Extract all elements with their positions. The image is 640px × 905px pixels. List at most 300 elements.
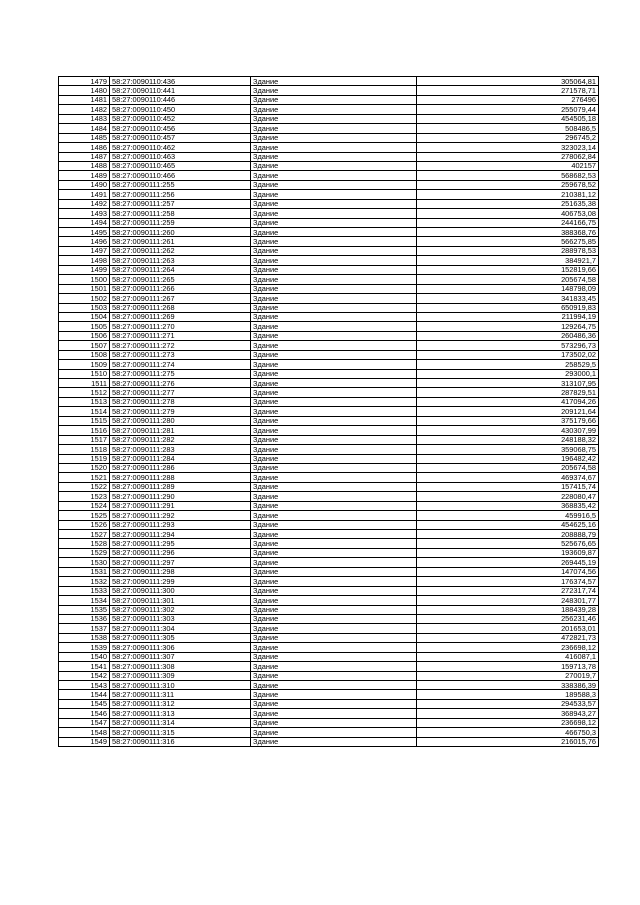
value-cell: 375179,66 [417,416,599,425]
table-row [59,624,599,633]
object-type-cell: Здание [251,463,417,472]
value-cell: 255079,44 [417,105,599,114]
table-row [59,152,599,161]
row-number-cell: 1499 [59,265,110,274]
row-number-cell: 1520 [59,463,110,472]
table-row [59,539,599,548]
table-row [59,558,599,567]
table-row [59,228,599,237]
cadastral-number-cell: 58:27:0090111:263 [110,256,251,265]
cadastral-number-cell: 58:27:0090111:303 [110,614,251,623]
table-row [59,95,599,104]
value-cell: 566275,85 [417,237,599,246]
row-number-cell: 1547 [59,718,110,727]
table-row [59,709,599,718]
value-cell: 454625,16 [417,520,599,529]
object-type-cell: Здание [251,624,417,633]
cadastral-number-cell: 58:27:0090111:315 [110,728,251,737]
row-number-cell: 1541 [59,662,110,671]
value-cell: 205674,58 [417,463,599,472]
table-row [59,520,599,529]
value-cell: 148798,09 [417,284,599,293]
object-type-cell: Здание [251,492,417,501]
value-cell: 305064,81 [417,77,599,86]
object-type-cell: Здание [251,265,417,274]
table-row [59,171,599,180]
cadastral-number-cell: 58:27:0090110:462 [110,143,251,152]
object-type-cell: Здание [251,501,417,510]
row-number-cell: 1500 [59,275,110,284]
object-type-cell: Здание [251,643,417,652]
row-number-cell: 1488 [59,161,110,170]
table-row [59,586,599,595]
cadastral-number-cell: 58:27:0090110:465 [110,161,251,170]
value-cell: 248301,77 [417,596,599,605]
row-number-cell: 1484 [59,124,110,133]
cadastral-number-cell: 58:27:0090111:279 [110,407,251,416]
value-cell: 211994,19 [417,312,599,321]
cadastral-number-cell: 58:27:0090110:456 [110,124,251,133]
cadastral-number-cell: 58:27:0090111:300 [110,586,251,595]
object-type-cell: Здание [251,681,417,690]
row-number-cell: 1510 [59,369,110,378]
value-cell: 454505,18 [417,114,599,123]
table-row [59,143,599,152]
value-cell: 368943,27 [417,709,599,718]
cadastral-number-cell: 58:27:0090111:288 [110,473,251,482]
value-cell: 201653,01 [417,624,599,633]
cadastral-number-cell: 58:27:0090111:267 [110,294,251,303]
cadastral-number-cell: 58:27:0090111:259 [110,218,251,227]
table-row [59,482,599,491]
cadastral-number-cell: 58:27:0090111:306 [110,643,251,652]
table-row [59,114,599,123]
cadastral-number-cell: 58:27:0090111:265 [110,275,251,284]
row-number-cell: 1494 [59,218,110,227]
cadastral-number-cell: 58:27:0090111:255 [110,180,251,189]
table-body [59,77,599,747]
object-type-cell: Здание [251,77,417,86]
value-cell: 228080,47 [417,492,599,501]
table-row [59,397,599,406]
row-number-cell: 1513 [59,397,110,406]
object-type-cell: Здание [251,671,417,680]
table-row [59,643,599,652]
value-cell: 256231,46 [417,614,599,623]
row-number-cell: 1487 [59,152,110,161]
object-type-cell: Здание [251,605,417,614]
object-type-cell: Здание [251,256,417,265]
object-type-cell: Здание [251,303,417,312]
table-row [59,577,599,586]
object-type-cell: Здание [251,596,417,605]
cadastral-number-cell: 58:27:0090111:293 [110,520,251,529]
value-cell: 176374,57 [417,577,599,586]
value-cell: 568682,53 [417,171,599,180]
object-type-cell: Здание [251,445,417,454]
object-type-cell: Здание [251,86,417,95]
cadastral-number-cell: 58:27:0090111:302 [110,605,251,614]
value-cell: 259678,52 [417,180,599,189]
row-number-cell: 1535 [59,605,110,614]
value-cell: 188439,28 [417,605,599,614]
cadastral-number-cell: 58:27:0090111:292 [110,511,251,520]
value-cell: 406753,08 [417,209,599,218]
object-type-cell: Здание [251,577,417,586]
value-cell: 152819,66 [417,265,599,274]
table-row [59,133,599,142]
object-type-cell: Здание [251,699,417,708]
object-type-cell: Здание [251,511,417,520]
table-row [59,218,599,227]
value-cell: 650919,83 [417,303,599,312]
cadastral-number-cell: 58:27:0090111:309 [110,671,251,680]
object-type-cell: Здание [251,586,417,595]
object-type-cell: Здание [251,388,417,397]
table-row [59,548,599,557]
value-cell: 341833,45 [417,294,599,303]
row-number-cell: 1492 [59,199,110,208]
object-type-cell: Здание [251,294,417,303]
cadastral-number-cell: 58:27:0090111:295 [110,539,251,548]
table-row [59,718,599,727]
cadastral-number-cell: 58:27:0090111:281 [110,426,251,435]
cadastral-number-cell: 58:27:0090111:270 [110,322,251,331]
row-number-cell: 1507 [59,341,110,350]
table-row [59,199,599,208]
row-number-cell: 1548 [59,728,110,737]
object-type-cell: Здание [251,237,417,246]
cadastral-number-cell: 58:27:0090111:266 [110,284,251,293]
cadastral-number-cell: 58:27:0090111:269 [110,312,251,321]
table-row [59,463,599,472]
value-cell: 244166,75 [417,218,599,227]
row-number-cell: 1493 [59,209,110,218]
table-row [59,161,599,170]
cadastral-number-cell: 58:27:0090111:298 [110,567,251,576]
table-row [59,190,599,199]
cadastral-number-cell: 58:27:0090111:272 [110,341,251,350]
object-type-cell: Здание [251,416,417,425]
row-number-cell: 1516 [59,426,110,435]
value-cell: 416087,1 [417,652,599,661]
value-cell: 313107,95 [417,379,599,388]
value-cell: 472821,73 [417,633,599,642]
cadastral-number-cell: 58:27:0090111:260 [110,228,251,237]
object-type-cell: Здание [251,369,417,378]
value-cell: 236698,12 [417,643,599,652]
object-type-cell: Здание [251,209,417,218]
value-cell: 193609,87 [417,548,599,557]
row-number-cell: 1534 [59,596,110,605]
value-cell: 430307,99 [417,426,599,435]
table-row [59,105,599,114]
property-table [58,76,599,747]
value-cell: 147074,56 [417,567,599,576]
cadastral-number-cell: 58:27:0090111:264 [110,265,251,274]
row-number-cell: 1515 [59,416,110,425]
cadastral-number-cell: 58:27:0090111:299 [110,577,251,586]
value-cell: 384921,7 [417,256,599,265]
row-number-cell: 1538 [59,633,110,642]
cadastral-number-cell: 58:27:0090111:258 [110,209,251,218]
value-cell: 189588,3 [417,690,599,699]
object-type-cell: Здание [251,171,417,180]
table-row [59,737,599,746]
object-type-cell: Здание [251,435,417,444]
cadastral-number-cell: 58:27:0090111:314 [110,718,251,727]
value-cell: 248188,32 [417,435,599,444]
table-row [59,294,599,303]
object-type-cell: Здание [251,124,417,133]
row-number-cell: 1514 [59,407,110,416]
cadastral-number-cell: 58:27:0090111:283 [110,445,251,454]
value-cell: 272317,74 [417,586,599,595]
cadastral-number-cell: 58:27:0090111:297 [110,558,251,567]
object-type-cell: Здание [251,690,417,699]
cadastral-number-cell: 58:27:0090111:274 [110,360,251,369]
row-number-cell: 1511 [59,379,110,388]
object-type-cell: Здание [251,539,417,548]
object-type-cell: Здание [251,133,417,142]
object-type-cell: Здание [251,180,417,189]
object-type-cell: Здание [251,350,417,359]
row-number-cell: 1480 [59,86,110,95]
table-row [59,681,599,690]
cadastral-number-cell: 58:27:0090111:278 [110,397,251,406]
object-type-cell: Здание [251,190,417,199]
cadastral-number-cell: 58:27:0090111:268 [110,303,251,312]
object-type-cell: Здание [251,548,417,557]
object-type-cell: Здание [251,218,417,227]
cadastral-number-cell: 58:27:0090111:262 [110,246,251,255]
row-number-cell: 1482 [59,105,110,114]
row-number-cell: 1481 [59,95,110,104]
table-row [59,256,599,265]
cadastral-number-cell: 58:27:0090110:446 [110,95,251,104]
cadastral-number-cell: 58:27:0090110:463 [110,152,251,161]
value-cell: 271578,71 [417,86,599,95]
table-row [59,303,599,312]
value-cell: 525676,65 [417,539,599,548]
value-cell: 208888,79 [417,530,599,539]
object-type-cell: Здание [251,473,417,482]
row-number-cell: 1502 [59,294,110,303]
document-page [58,76,599,747]
table-row [59,454,599,463]
row-number-cell: 1544 [59,690,110,699]
table-row [59,331,599,340]
table-row [59,671,599,680]
row-number-cell: 1546 [59,709,110,718]
object-type-cell: Здание [251,284,417,293]
table-row [59,416,599,425]
row-number-cell: 1540 [59,652,110,661]
cadastral-number-cell: 58:27:0090111:301 [110,596,251,605]
row-number-cell: 1517 [59,435,110,444]
cadastral-number-cell: 58:27:0090111:276 [110,379,251,388]
table-row [59,605,599,614]
table-row [59,86,599,95]
value-cell: 196482,42 [417,454,599,463]
cadastral-number-cell: 58:27:0090111:289 [110,482,251,491]
value-cell: 508486,5 [417,124,599,133]
table-row [59,388,599,397]
value-cell: 287829,51 [417,388,599,397]
cadastral-number-cell: 58:27:0090111:304 [110,624,251,633]
row-number-cell: 1490 [59,180,110,189]
row-number-cell: 1498 [59,256,110,265]
value-cell: 469374,67 [417,473,599,482]
value-cell: 466750,3 [417,728,599,737]
row-number-cell: 1512 [59,388,110,397]
table-row [59,567,599,576]
object-type-cell: Здание [251,728,417,737]
value-cell: 258529,5 [417,360,599,369]
object-type-cell: Здание [251,530,417,539]
table-row [59,284,599,293]
row-number-cell: 1536 [59,614,110,623]
row-number-cell: 1529 [59,548,110,557]
row-number-cell: 1528 [59,539,110,548]
value-cell: 294533,57 [417,699,599,708]
table-row [59,728,599,737]
table-row [59,652,599,661]
value-cell: 296745,2 [417,133,599,142]
object-type-cell: Здание [251,246,417,255]
cadastral-number-cell: 58:27:0090110:466 [110,171,251,180]
object-type-cell: Здание [251,397,417,406]
object-type-cell: Здание [251,312,417,321]
row-number-cell: 1495 [59,228,110,237]
table-row [59,237,599,246]
row-number-cell: 1542 [59,671,110,680]
table-row [59,209,599,218]
row-number-cell: 1483 [59,114,110,123]
value-cell: 323023,14 [417,143,599,152]
value-cell: 269445,19 [417,558,599,567]
cadastral-number-cell: 58:27:0090110:457 [110,133,251,142]
row-number-cell: 1491 [59,190,110,199]
object-type-cell: Здание [251,567,417,576]
table-row [59,511,599,520]
object-type-cell: Здание [251,662,417,671]
row-number-cell: 1549 [59,737,110,746]
cadastral-number-cell: 58:27:0090111:311 [110,690,251,699]
table-row [59,633,599,642]
object-type-cell: Здание [251,114,417,123]
object-type-cell: Здание [251,95,417,104]
object-type-cell: Здание [251,331,417,340]
value-cell: 276496 [417,95,599,104]
row-number-cell: 1525 [59,511,110,520]
value-cell: 359068,75 [417,445,599,454]
row-number-cell: 1532 [59,577,110,586]
row-number-cell: 1523 [59,492,110,501]
row-number-cell: 1519 [59,454,110,463]
object-type-cell: Здание [251,520,417,529]
row-number-cell: 1545 [59,699,110,708]
cadastral-number-cell: 58:27:0090111:273 [110,350,251,359]
row-number-cell: 1505 [59,322,110,331]
cadastral-number-cell: 58:27:0090111:286 [110,463,251,472]
cadastral-number-cell: 58:27:0090111:313 [110,709,251,718]
value-cell: 388368,76 [417,228,599,237]
object-type-cell: Здание [251,558,417,567]
table-row [59,426,599,435]
value-cell: 236698,12 [417,718,599,727]
value-cell: 173502,02 [417,350,599,359]
row-number-cell: 1539 [59,643,110,652]
object-type-cell: Здание [251,426,417,435]
cadastral-number-cell: 58:27:0090111:308 [110,662,251,671]
table-row [59,530,599,539]
object-type-cell: Здание [251,341,417,350]
row-number-cell: 1496 [59,237,110,246]
table-row [59,492,599,501]
table-row [59,124,599,133]
row-number-cell: 1531 [59,567,110,576]
table-row [59,699,599,708]
cadastral-number-cell: 58:27:0090111:307 [110,652,251,661]
value-cell: 402157 [417,161,599,170]
object-type-cell: Здание [251,709,417,718]
table-row [59,246,599,255]
row-number-cell: 1533 [59,586,110,595]
value-cell: 159713,78 [417,662,599,671]
value-cell: 216015,76 [417,737,599,746]
row-number-cell: 1486 [59,143,110,152]
object-type-cell: Здание [251,322,417,331]
table-row [59,275,599,284]
table-row [59,350,599,359]
table-row [59,369,599,378]
table-row [59,360,599,369]
cadastral-number-cell: 58:27:0090111:277 [110,388,251,397]
table-row [59,662,599,671]
value-cell: 288978,53 [417,246,599,255]
row-number-cell: 1543 [59,681,110,690]
object-type-cell: Здание [251,379,417,388]
object-type-cell: Здание [251,454,417,463]
object-type-cell: Здание [251,105,417,114]
cadastral-number-cell: 58:27:0090110:452 [110,114,251,123]
cadastral-number-cell: 58:27:0090110:441 [110,86,251,95]
row-number-cell: 1489 [59,171,110,180]
row-number-cell: 1508 [59,350,110,359]
object-type-cell: Здание [251,737,417,746]
value-cell: 157415,74 [417,482,599,491]
row-number-cell: 1479 [59,77,110,86]
value-cell: 293000,1 [417,369,599,378]
value-cell: 210381,12 [417,190,599,199]
table-row [59,407,599,416]
cadastral-number-cell: 58:27:0090111:282 [110,435,251,444]
table-row [59,322,599,331]
object-type-cell: Здание [251,228,417,237]
row-number-cell: 1526 [59,520,110,529]
cadastral-number-cell: 58:27:0090111:294 [110,530,251,539]
row-number-cell: 1501 [59,284,110,293]
row-number-cell: 1537 [59,624,110,633]
table-row [59,379,599,388]
table-row [59,435,599,444]
row-number-cell: 1518 [59,445,110,454]
table-row [59,341,599,350]
row-number-cell: 1524 [59,501,110,510]
cadastral-number-cell: 58:27:0090111:290 [110,492,251,501]
object-type-cell: Здание [251,360,417,369]
